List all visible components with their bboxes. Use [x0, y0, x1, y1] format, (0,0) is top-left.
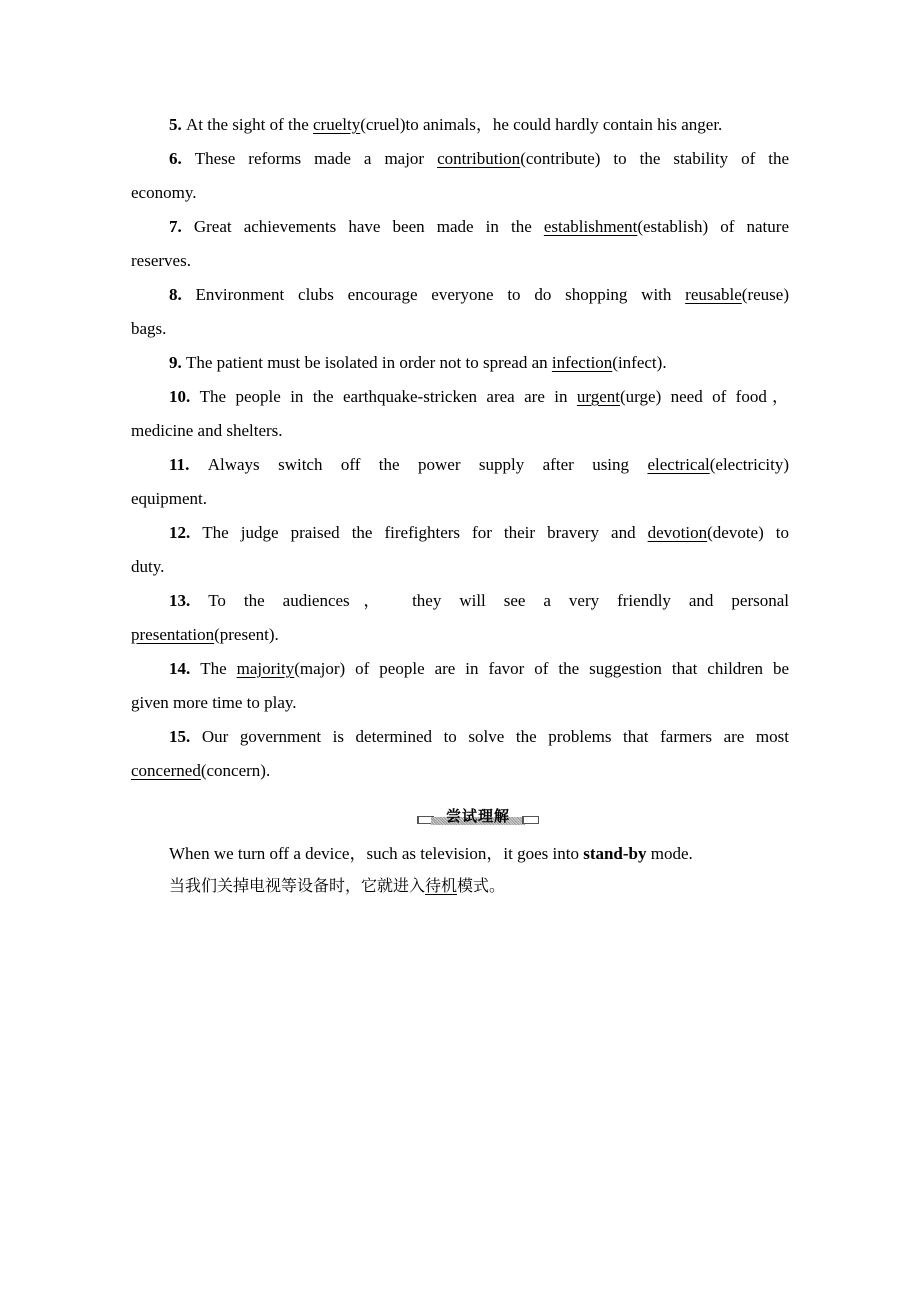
exercise-item: 8. Environment clubs encourage everyone to do shopping with reusable(reuse) bags. [131, 285, 789, 338]
answer: infection [551, 353, 613, 372]
answer: contribution [437, 149, 521, 168]
item-number: 15 [169, 727, 186, 746]
answer: urgent [576, 387, 621, 406]
item-number: 11 [169, 455, 186, 474]
keyword-translation: 待机 [425, 876, 458, 895]
keyword: stand-by [583, 844, 647, 863]
exercise-item: 11. Always switch off the power supply after using electrical(electricity) equipment. [131, 455, 790, 508]
item-number: 10 [169, 387, 186, 406]
exercise-item: 15. Our government is determined to solve the problems that farmers are most concerned(concern). [131, 727, 789, 780]
answer: majority [236, 659, 295, 678]
exercise-item: 13. To the audiences， they will see a very friendly and personal presentation(present). [131, 591, 789, 644]
answer: reusable [685, 285, 742, 304]
exercise-item: 14. The majority(major) of people are in favor of the suggestion that children be given more time to play. [131, 659, 790, 712]
item-number: 6 [169, 149, 178, 168]
exercise-list [131, 108, 789, 788]
exercise-item: 12. The judge praised the firefighters for their bravery and devotion(devote) to duty. [131, 523, 790, 576]
example-block [169, 838, 693, 902]
answer: electrical [647, 455, 710, 474]
section-title-badge [417, 806, 539, 828]
exercise-item: 6. These reforms made a major contribution(contribute) to the stability of the economy. [131, 149, 789, 202]
item-number: 8 [169, 285, 178, 304]
exercise-item: 7. Great achievements have been made in the establishment(establish) of nature reserves. [131, 217, 789, 270]
section-title: 尝试理解 [445, 807, 510, 825]
exercise-item: 9. The patient must be isolated in order not to spread an infection(infect). [169, 353, 667, 372]
item-number: 5 [169, 115, 178, 134]
answer: presentation [131, 625, 215, 644]
item-number: 7 [169, 217, 178, 236]
item-number: 12 [169, 523, 186, 542]
exercise-item: 5. At the sight of the cruelty(cruel)to animals，he could hardly contain his anger. [169, 115, 723, 134]
example-english: When we turn off a device，such as television，it goes into stand-by mode. [169, 844, 693, 863]
answer: devotion [647, 523, 708, 542]
exercise-item: 10. The people in the earthquake-stricken area are in urgent(urge) need of food， medicine and shelters. [131, 387, 789, 440]
example-chinese: 当我们关掉电视等设备时，它就进入待机模式。 [169, 876, 506, 895]
item-number: 9 [169, 353, 178, 372]
answer: establishment [543, 217, 638, 236]
item-number: 13 [169, 591, 186, 610]
item-number: 14 [169, 659, 186, 678]
answer: concerned [131, 761, 201, 780]
answer: cruelty [313, 115, 361, 134]
